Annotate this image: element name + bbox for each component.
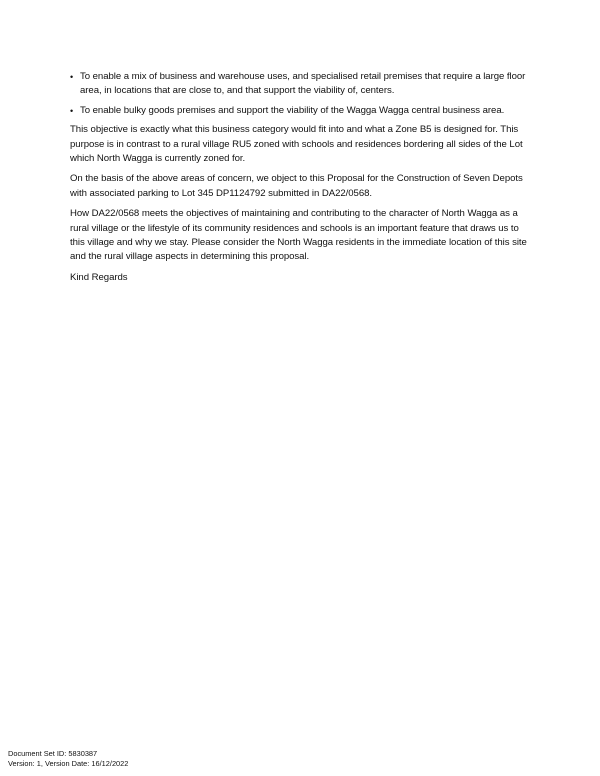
paragraph-character: How DA22/0568 meets the objectives of maintaining and contributing to the character of North Wagga as a rural village or the lifestyle of its community residences and schools is an important feature that draws us to this village and why we stay. Please consider the North Wagga residents in the immediate location of this site and the rural village aspects in determining this proposal. [70,208,527,263]
bullet-icon: • [70,105,74,116]
paragraph-zone-objective: This objective is exactly what this business category would fit into and what a Zone B5 is designed for. This purpose is in contrast to a rural village RU5 zoned with schools and residences bordering all sides of the Lot which North Wagga is currently zoned for. [70,124,523,165]
list-item [70,70,532,99]
bullet-text: To enable bulky goods premises and support the viability of the Wagga Wagga central business area. [80,104,505,116]
document-set-id: Document Set ID: 5830387 [8,749,98,758]
paragraph-objection: On the basis of the above areas of concern, we object to this Proposal for the Construction of Seven Depots with associated parking to Lot 345 DP1124792 submitted in DA22/0568. [70,173,523,199]
objective-list [70,70,532,118]
bullet-text: To enable a mix of business and warehouse uses, and specialised retail premises that require a large floor area, in locations that are close to, and that support the viability of, centers. [80,71,526,97]
letter-body [70,70,532,291]
list-item [70,104,532,118]
bullet-icon: • [70,72,74,82]
document-footer [8,749,128,769]
version-info: Version: 1, Version Date: 16/12/2022 [8,759,129,768]
sign-off: Kind Regards [70,271,128,283]
